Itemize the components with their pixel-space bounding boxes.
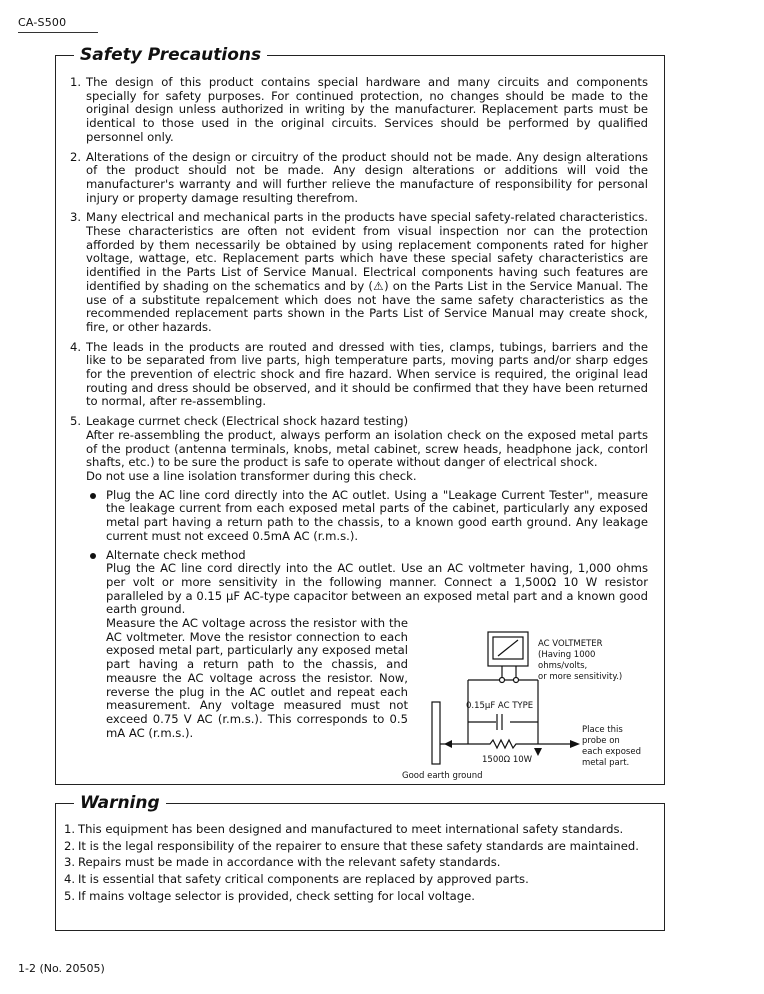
item-number: 5.	[64, 888, 76, 903]
probe-label-4: metal part.	[582, 758, 630, 768]
item-text: Repairs must be made in accordance with the relevant safety standards.	[78, 855, 501, 870]
item-number: 1.	[64, 822, 76, 836]
capacitor-label: 0.15µF AC TYPE	[466, 701, 534, 711]
model-number: CA-S500	[18, 16, 67, 29]
voltmeter-label: AC VOLTMETER	[538, 639, 603, 649]
safety-item-1	[64, 76, 648, 145]
item-text: This equipment has been designed and manufactured to meet international safety standards.	[78, 822, 624, 836]
leakage-test-diagram	[340, 580, 660, 785]
bullet-dot	[90, 553, 96, 559]
probe-label-1: Place this	[582, 725, 623, 735]
item-text: The design of this product contains special hardware and many circuits and components specially for safety purposes. For continued protection, no changes should be made to the original design unless authorized in writing by the manufacturer. Replacement parts must be identical to those used in the original circuits. Services should be performed by qualified personnel only.	[86, 75, 648, 144]
probe-label-3: each exposed	[582, 747, 641, 757]
warning-item-3	[64, 856, 654, 870]
warning-item-4	[64, 873, 654, 887]
leakage-bullet-1	[86, 489, 648, 544]
item-number: 2.	[70, 149, 82, 164]
item-text: If mains voltage selector is provided, check setting for local voltage.	[78, 888, 475, 903]
item-number: 2.	[64, 838, 76, 853]
item-number: 1.	[70, 75, 82, 89]
item-number: 4.	[70, 339, 82, 354]
alternate-method-intro: Plug the AC line cord directly into the AC outlet. Use an AC voltmeter having, 1,000 ohms per volt or more sensitivity in the following manner. Connect a 1,500Ω 10 W resistor paralleled by a 0.15 µF AC-type capacitor between an exposed metal part and a known good earth ground.	[106, 561, 648, 617]
item-text: It is essential that safety critical components are replaced by approved parts.	[78, 872, 529, 887]
ground-arrow	[444, 740, 452, 748]
warning-list	[64, 823, 654, 907]
probe-label-2: probe on	[582, 736, 620, 746]
item-number: 5.	[70, 414, 82, 429]
item-text: Alterations of the design or circuitry of the product should not be made. Any design alterations of the product should not be made. Any design alterations or additions will void the manufacturer's warranty and will further relieve the manufacture of responsibility for personal injury or property damage resulting therefrom.	[86, 149, 648, 205]
alternate-method-steps: Measure the AC voltage across the resistor with the AC voltmeter. Move the resistor connection to each exposed metal part, particularly any exposed metal part having a return path to the chassis, and meausre the AC voltage across the resistor. Now, reverse the plug in the AC outlet and repeat each measurement. Any voltage measured must not exceed 0.75 V AC (r.m.s.). This corresponds to 0.5 mA AC (r.m.s.).	[106, 616, 408, 740]
leakage-paragraph: After re-assembling the product, always perform an isolation check on the exposed metal parts of the product (antenna terminals, knobs, metal cabinet, screw heads, headphone jack, contorl shafts, etc.) to be sure the product is safe to operate without danger of electrical shock.	[86, 427, 648, 470]
leakage-heading: Leakage currnet check (Electrical shock hazard testing)	[86, 414, 409, 429]
voltmeter-needle	[498, 640, 518, 656]
bullet-text: Plug the AC line cord directly into the AC outlet. Using a "Leakage Current Tester", measure the leakage current from each exposed metal parts of the cabinet, particularly any exposed metal part having a return path to the chassis, to a known good earth ground. Any leakage current must not exceed 0.5mA AC (r.m.s.).	[106, 487, 648, 543]
ground-label: Good earth ground	[402, 771, 483, 781]
alternate-method-title: Alternate check method	[106, 547, 246, 562]
safety-item-3	[64, 211, 648, 334]
voltmeter-sub-1: (Having 1000	[538, 650, 596, 660]
warning-item-2	[64, 840, 654, 854]
item-text: Many electrical and mechanical parts in the products have special safety-related characteristics. These characteristics are often not evident from visual inspection nor can the protection afforded by them necessarily be obtained by using replacement components rated for higher voltage, wattage, etc. Replacement parts which have these special safety characteristics are identified in the Parts List of Service Manual. Electrical components having such features are identified by shading on the schematics and by (⚠) on the Parts List in the Service Manual. The use of a substitute repalcement which does not have the same safety characteristics as the recommended replacement parts shown in the Parts List of Service Manual may create shock, fire, or other hazards.	[86, 210, 648, 334]
item-number: 3.	[70, 210, 82, 225]
safety-title: Safety Precautions	[74, 43, 267, 67]
header-rule	[18, 32, 98, 33]
item-number: 4.	[64, 872, 76, 887]
ground-post	[432, 702, 440, 764]
voltmeter-sub-2: ohms/volts,	[538, 661, 588, 671]
warning-item-1	[64, 823, 654, 837]
safety-item-2	[64, 151, 648, 206]
bullet-dot	[90, 493, 96, 499]
warning-section	[55, 793, 665, 931]
warning-title: Warning	[74, 791, 166, 815]
item-text: It is the legal responsibility of the repairer to ensure that these safety standards are maintained.	[78, 838, 639, 853]
voltmeter-sub-3: or more sensitivity.)	[538, 672, 623, 682]
leakage-note: Do not use a line isolation transformer during this check.	[86, 468, 417, 483]
item-number: 3.	[64, 855, 76, 870]
item-text: The leads in the products are routed and dressed with ties, clamps, tubings, barriers and the like to be separated from live parts, high temperature parts, moving parts and/or sharp edges for the prevention of electric shock and fire hazard. When service is required, the original lead routing and dress should be observed, and it should be confirmed that they have been returned to normal, after re-assembling.	[86, 339, 648, 409]
page-footer: 1-2 (No. 20505)	[18, 962, 105, 975]
safety-item-4	[64, 341, 648, 410]
warning-item-5	[64, 890, 654, 904]
resistor-label: 1500Ω 10W	[482, 755, 533, 765]
